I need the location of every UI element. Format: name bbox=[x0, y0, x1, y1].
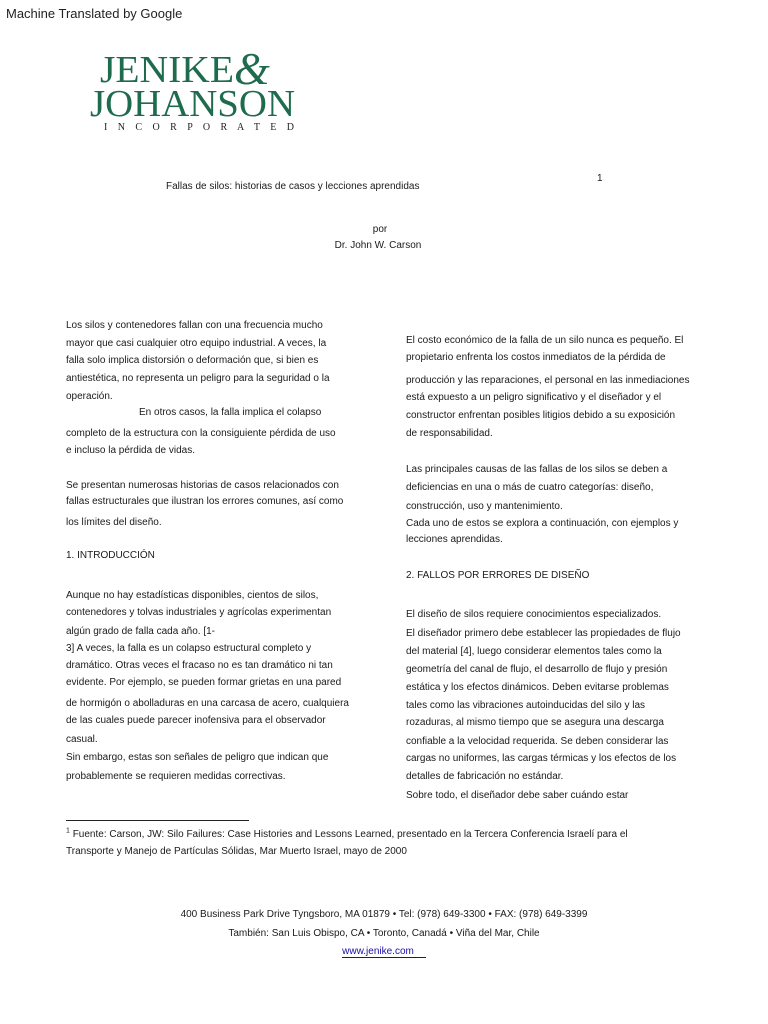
footnote-line-1: Fuente: Carson, JW: Silo Failures: Case Histories and Lessons Learned, presentado en la Tercera Conferencia Israelí para el bbox=[72, 829, 628, 840]
left-line-21: casual. bbox=[66, 734, 98, 745]
right-line-11: lecciones aprendidas. bbox=[406, 534, 503, 545]
document-title: Fallas de silos: historias de casos y lecciones aprendidas bbox=[166, 181, 420, 192]
left-line-14: contenedores y tolvas industriales y agrícolas experimentan bbox=[66, 607, 332, 618]
left-line-1: Los silos y contenedores fallan con una frecuencia mucho bbox=[66, 320, 323, 331]
right-line-4: está expuesto a un peligro significativo y el diseñador y el bbox=[406, 392, 662, 403]
left-line-19: de hormigón o abolladuras en una carcasa de acero, cualquiera bbox=[66, 698, 349, 709]
right-line-16: geometría del canal de flujo, el desarrollo de flujo y presión bbox=[406, 664, 668, 675]
website-row bbox=[0, 946, 768, 957]
right-line-2: propietario enfrenta los costos inmediatos de la pérdida de bbox=[406, 352, 666, 363]
right-line-1: El costo económico de la falla de un silo nunca es pequeño. El bbox=[406, 335, 684, 346]
left-line-2: mayor que casi cualquier otro equipo industrial. A veces, la bbox=[66, 338, 327, 349]
right-line-23: Sobre todo, el diseñador debe saber cuándo estar bbox=[406, 790, 629, 801]
left-line-17: dramático. Otras veces el fracaso no es tan dramático ni tan bbox=[66, 660, 333, 671]
right-line-19: rozaduras, al mismo tiempo que se asegura una descarga bbox=[406, 717, 664, 728]
page-number: 1 bbox=[597, 173, 603, 184]
right-line-20: confiable a la velocidad requerida. Se deben considerar las bbox=[406, 736, 669, 747]
left-line-11: los límites del diseño. bbox=[66, 517, 162, 528]
footnote bbox=[66, 826, 706, 860]
translation-banner: Machine Translated by Google bbox=[6, 6, 183, 21]
left-line-4: antiestética, no representa un peligro para la seguridad o la bbox=[66, 373, 330, 384]
right-line-10: Cada uno de estos se explora a continuación, con ejemplos y bbox=[406, 518, 679, 529]
right-line-22: detalles de fabricación no estándar. bbox=[406, 771, 564, 782]
right-line-15: del material [4], luego considerar elementos tales como la bbox=[406, 646, 662, 657]
left-line-10: fallas estructurales que ilustran los errores comunes, así como bbox=[66, 496, 344, 507]
jenike-johanson-logo bbox=[88, 44, 303, 136]
byline-por: por bbox=[372, 224, 388, 235]
section-heading-introduccion: 1. INTRODUCCIÓN bbox=[66, 550, 155, 561]
left-line-18: evidente. Por ejemplo, se pueden formar grietas en una pared bbox=[66, 677, 342, 688]
logo-word-johanson: JOHANSON bbox=[90, 83, 295, 125]
right-line-18: tales como las vibraciones autoinducidas del silo y las bbox=[406, 700, 646, 711]
right-line-7: Las principales causas de las fallas de los silos se deben a bbox=[406, 464, 668, 475]
left-line-5: operación. bbox=[66, 391, 113, 402]
website-link[interactable]: www.jenike.com bbox=[342, 946, 426, 958]
right-line-14: El diseñador primero debe establecer las propiedades de flujo bbox=[406, 628, 681, 639]
left-line-16: 3] A veces, la falla es un colapso estructural completo y bbox=[66, 643, 312, 654]
left-line-6: En otros casos, la falla implica el colapso bbox=[139, 407, 322, 418]
section-heading-fallos-diseno: 2. FALLOS POR ERRORES DE DISEÑO bbox=[406, 570, 590, 581]
footnote-line-2: Transporte y Manejo de Partículas Sólidas, Mar Muerto Israel, mayo de 2000 bbox=[66, 846, 407, 857]
footnote-divider bbox=[66, 820, 249, 821]
left-line-8: e incluso la pérdida de vidas. bbox=[66, 445, 195, 456]
address-line-2: También: San Luis Obispo, CA • Toronto, Canadá • Viña del Mar, Chile bbox=[228, 928, 540, 939]
left-line-20: de las cuales puede parecer inofensiva para el observador bbox=[66, 715, 326, 726]
right-line-8: deficiencias en una o más de cuatro categorías: diseño, bbox=[406, 482, 654, 493]
left-line-7: completo de la estructura con la consiguiente pérdida de uso bbox=[66, 428, 336, 439]
left-line-9: Se presentan numerosas historias de casos relacionados con bbox=[66, 480, 339, 491]
right-line-9: construcción, uso y mantenimiento. bbox=[406, 501, 563, 512]
left-line-3: falla solo implica distorsión o deformación que, si bien es bbox=[66, 355, 319, 366]
footnote-marker: 1 bbox=[66, 827, 70, 835]
right-line-3: producción y las reparaciones, el personal en las inmediaciones bbox=[406, 375, 690, 386]
right-line-6: de responsabilidad. bbox=[406, 428, 493, 439]
logo-incorporated: I N C O R P O R A T E D bbox=[104, 122, 294, 133]
left-line-13: Aunque no hay estadísticas disponibles, cientos de silos, bbox=[66, 590, 319, 601]
logo-word-jenike: JENIKE bbox=[100, 49, 234, 91]
left-line-23: probablemente se requieren medidas correctivas. bbox=[66, 771, 286, 782]
right-line-5: constructor enfrentan posibles litigios debido a su exposición bbox=[406, 410, 676, 421]
right-line-17: estática y los efectos dinámicos. Deben evitarse problemas bbox=[406, 682, 669, 693]
logo-ampersand: & bbox=[234, 44, 270, 94]
left-line-15: algún grado de falla cada año. [1- bbox=[66, 626, 215, 637]
left-line-22: Sin embargo, estas son señales de peligro que indican que bbox=[66, 752, 329, 763]
right-line-13: El diseño de silos requiere conocimientos especializados. bbox=[406, 609, 662, 620]
right-line-21: cargas no uniformes, las cargas térmicas y los efectos de los bbox=[406, 753, 677, 764]
author-name: Dr. John W. Carson bbox=[334, 240, 422, 251]
address-line-1: 400 Business Park Drive Tyngsboro, MA 01879 • Tel: (978) 649-3300 • FAX: (978) 649-3399 bbox=[180, 909, 588, 920]
